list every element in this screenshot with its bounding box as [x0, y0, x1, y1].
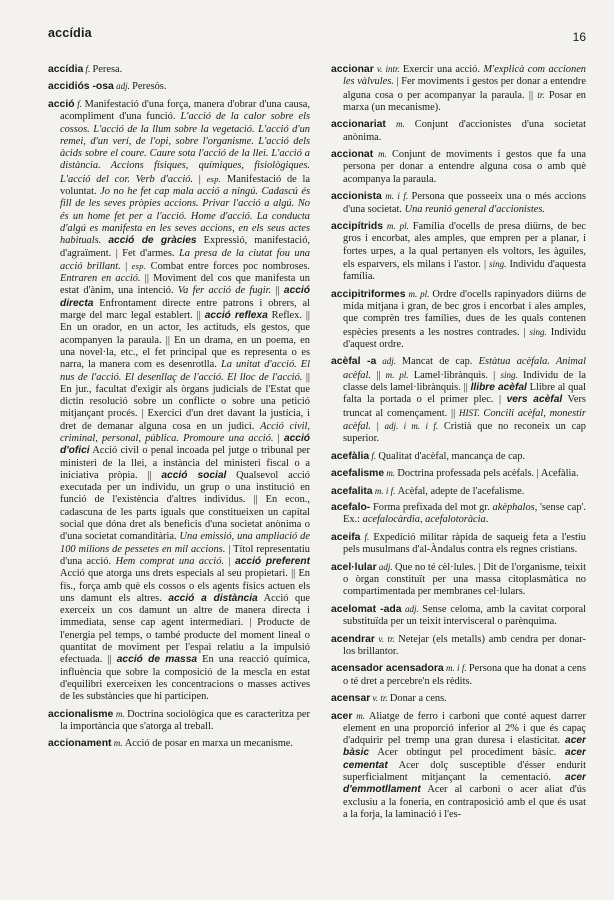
example-text: Estàtua acèfala. Animal acèfal.	[343, 356, 586, 381]
grammar-label: m. pl.	[382, 221, 413, 232]
definition-text: Conjunt de moviments i gestos que fa una persona per donar a entendre alguna cosa o amb què acompanya la paraula.	[343, 149, 586, 185]
headword: acel·lular	[331, 561, 377, 573]
grammar-label: m. pl.	[385, 369, 409, 380]
grammar-label: v. tr.	[370, 693, 390, 704]
dictionary-entry-acefalita	[331, 485, 586, 498]
grammar-label: sing.	[489, 258, 507, 269]
running-head-word: accídia	[48, 26, 92, 40]
definition-text: Cristià que no reconeix un cap superior.	[343, 420, 586, 445]
dictionary-entry-accionament	[48, 737, 310, 750]
definition-text: Forma prefixada del mot gr.	[370, 502, 493, 514]
definition-text: , 'sense cap'. Ex.:	[343, 502, 586, 526]
subentry-term: acció a distància	[168, 592, 258, 604]
grammar-label: tr.	[537, 89, 545, 100]
subentry-term: acció preferent	[235, 555, 310, 567]
definition-text: Vers truncat al començament. ||	[343, 394, 586, 419]
definition-text: Lamel·librànquis. |	[408, 369, 501, 381]
definition-text: Combat entre forces poc nombroses.	[146, 260, 310, 272]
definition-text: Conjunt d'accionistes d'una societat anònima.	[343, 119, 586, 143]
dictionary-entry-acer	[331, 710, 586, 822]
definition-text: Família d'ocells de presa diürns, de bec gros i encorbat, ales amples, que empren per a planar, i fortes urpes, a la qual pertanyen els voltors, les àguiles, els esparvers, els milans i l'astor. |	[343, 221, 586, 270]
headword: acefalo-	[331, 502, 371, 514]
dictionary-entry-aceifa	[331, 531, 586, 557]
definition-text: || Moviment del cos que manifesta un estat d'ànim, una intenció.	[60, 273, 310, 297]
grammar-label: adj.	[376, 561, 395, 572]
grammar-label: sing.	[529, 326, 547, 337]
definition-text: Aliatge de ferro i carboni que conté aquest darrer element en una proporció inferior al 2% i que és capaç d'adquirir pel tremp una gran duresa i elasticitat.	[343, 710, 586, 747]
definition-text: ||	[371, 369, 386, 381]
definition-text: | Fer moviments i gestos per donar a entendre alguna cosa o per acompanyar la paraula. ||	[343, 76, 586, 101]
headword: aceifa	[331, 531, 361, 543]
dictionary-entry-accionat	[331, 148, 586, 186]
subentry-term: llibre acèfal	[470, 381, 527, 393]
grammar-label: f.	[360, 531, 374, 542]
definition-text: || En jur., facultat d'exigir als òrgans judicials de l'Estat que dictin resolució sobre un conflicte o sobre una petició mitjançant procés. | Exercici d'un dret davant la justícia, i dret de demanar alguna cosa en un judici.	[60, 371, 310, 432]
definition-text: |	[120, 260, 132, 272]
grammar-label: adj. i m. i f.	[384, 420, 439, 431]
definition-text: Posar en marxa (un mecanisme).	[343, 89, 586, 113]
dictionary-entry-accionalisme	[48, 708, 310, 734]
example-text: acefalocàrdia, acefalotoràcia	[362, 514, 486, 526]
definition-text: |	[371, 420, 385, 432]
definition-text: Acció que exerceix un cos damunt un altre de manera directa i immediata, sense cap agent intermediari. | Producte de l'energia pel temps, o també producte del moment lineal o quantitat de moviment per l'espai relatiu a la impulsió efectuada. ||	[60, 592, 310, 666]
definition-text: ||	[271, 285, 284, 297]
dictionary-entry-acelomat	[331, 603, 586, 629]
grammar-label: f.	[83, 64, 93, 74]
dictionary-entry-accipitriformes	[331, 288, 586, 351]
headword: accionista	[331, 191, 382, 203]
grammar-label: f.	[74, 98, 85, 109]
definition-text: |	[273, 432, 284, 444]
example-text: Entraren en acció.	[60, 273, 141, 285]
dictionary-entry-acefal	[331, 355, 586, 445]
dictionary-entry-accidios	[48, 80, 310, 93]
grammar-label: HIST.	[459, 407, 480, 418]
dictionary-entry-acel-lular	[331, 561, 586, 599]
definition-text: Expressió, manifestació, d'agraïment. | Fet d'armes.	[60, 235, 310, 259]
headword: acèfal -a	[331, 356, 377, 368]
example-text: L'acció de la calor sobre els cossos. L'acció de la llum sobre la vegetació. L'acció d'un remei, d'un verí, de l'opi, sobre l'organisme. L'acció dels àcids sobre el coure. Caure sota l'acció de la llei. L'acció a distància. Accions físiques, químiques, fisiològiques. L'acció del cor. Verb d'acció.	[60, 111, 310, 185]
definition-text: Manifestació d'una força, manera d'obrar d'una causa, acompliment d'una funció.	[60, 98, 310, 123]
example-text: M'explicà com accionen les vàlvules.	[343, 64, 586, 88]
example-text: Hem comprat una acció.	[115, 555, 224, 567]
headword: acensador acensadora	[331, 663, 444, 675]
subentry-term: acció reflexa	[204, 310, 268, 322]
dictionary-entry-acensar	[331, 692, 586, 705]
definition-text: Sense celoma, amb la cavitat corporal substituïda per un teixit intervisceral o parènquima.	[343, 603, 586, 628]
example-text: Una emissió, una ampliació de 100 milions de pessetes en mil accions.	[60, 531, 310, 555]
grammar-label: v. intr.	[373, 64, 403, 74]
definition-text: Peresós.	[132, 81, 167, 93]
subentry-term: acer cementat	[343, 747, 586, 771]
definition-text: Donar a cens.	[389, 693, 447, 705]
definition-text: |	[224, 555, 236, 567]
definition-text: .	[485, 514, 489, 526]
definition-text: Llibre al qual falta la portada o el primer plec. |	[343, 381, 586, 406]
grammar-label: m.	[385, 119, 415, 130]
headword: acelomat -ada	[331, 603, 402, 615]
example-text: Una reunió general d'accionistes.	[404, 203, 545, 215]
example-text: Acció civil, criminal, personal, pública. Promoure una acció.	[60, 420, 310, 444]
headword: acefàlia	[331, 450, 370, 462]
grammar-label: m. pl.	[405, 288, 433, 299]
page-header	[48, 22, 586, 44]
subentry-term: acció directa	[60, 285, 310, 309]
subentry-term: acció d'ofici	[60, 432, 310, 457]
subentry-term: vers acèfal	[506, 394, 563, 406]
definition-text: Manifestació de la voluntat.	[60, 173, 310, 198]
example-text: La presa de la ciutat fou una acció brillant.	[60, 247, 310, 272]
subentry-term: acció de massa	[116, 654, 198, 666]
left-column	[48, 63, 310, 886]
definition-text: Acèfal, adepte de l'acefalisme.	[397, 485, 525, 497]
dictionary-entry-acendrar	[331, 633, 586, 659]
definition-text: |	[193, 173, 207, 185]
page-number: 16	[572, 30, 586, 44]
headword: accidiós -osa	[48, 81, 114, 93]
definition-text: Doctrina professada pels acèfals. | Acefàlia.	[397, 468, 579, 480]
definition-text: Netejar (els metalls) amb cendra per donar-los brillantor.	[343, 633, 586, 657]
definition-text: Acció que atorga uns drets especials al seu propietari. || En fís., força amb què els cossos o els agents físics actuen els uns damunt els altres.	[60, 568, 310, 604]
headword: acefalisme	[331, 468, 385, 480]
definition-text: Acer al carboni o acer aliat d'ús exclusiu a la foneria, en contraposició amb el que és usat a la forja, la laminació i l'es-	[343, 784, 586, 820]
example-text: Va fer acció de fugir.	[177, 285, 272, 297]
definition-text: Que no té cèl·lules. | Dit de l'organisme, teixit o òrgan constituït per una massa citoplasmàtica no compartimentada per membranes cel·lulars.	[343, 561, 586, 598]
dictionary-entry-acefalia	[331, 450, 586, 463]
headword: acer	[331, 710, 353, 722]
definition-text: Ordre d'ocells rapinyadors diürns de mida mitjana i gran, de bec gros i encorbat i ales amples, que comprèn tres famílies, dues de les quals contenen espècies presents a les nostres contrades. |	[343, 288, 586, 338]
example-text: Jo no he fet cap mala acció a ningú. Cadascú és fill de les seves pròpies accions. Privar l'acció a algú. No és un home fet per a l'acció. Home d'acció. La conducta d'algú es manifesta en les seves accions, en els seus actes habituals.	[60, 186, 310, 247]
definition-text: Persona que ha donat a cens o té dret a percebre'n els rèdits.	[343, 663, 586, 687]
grammar-label: m.	[111, 738, 125, 749]
grammar-label: m.	[352, 710, 369, 721]
grammar-label: m.	[373, 149, 392, 160]
grammar-label: sing.	[500, 369, 518, 380]
usage-mark: esp.	[131, 260, 147, 271]
usage-mark: esp.	[206, 173, 222, 184]
headword: acendrar	[331, 633, 375, 645]
definition-text: Acció de posar en marxa un mecanisme.	[124, 738, 293, 750]
headword: accionament	[48, 738, 112, 750]
dictionary-entry-acefalisme	[331, 467, 586, 480]
definition-text: Mancat de cap.	[401, 356, 479, 368]
headword: acció	[48, 98, 75, 110]
dictionary-entry-accionariat	[331, 118, 586, 144]
headword: acensar	[331, 693, 371, 705]
grammar-label: m. i f.	[443, 663, 469, 674]
headword: acefalita	[331, 485, 373, 497]
grammar-label: m. i f.	[381, 191, 412, 202]
dictionary-entry-acensador	[331, 662, 586, 688]
definition-text: Persona que posseeix una o més accions d'una societat.	[343, 191, 586, 215]
grammar-label: adj.	[376, 356, 402, 367]
example-text: akèphalos	[492, 502, 535, 514]
definition-text: En una reacció química, influència que sobre la composició de la mescla en estat d'equilibri exerceixen les concentracions o masses actives de les substàncies que hi participen.	[60, 654, 310, 703]
dictionary-entry-accipitrids	[331, 220, 586, 283]
headword: accipitriformes	[331, 288, 406, 300]
definition-text: Peresa.	[92, 64, 123, 75]
right-column	[331, 63, 586, 886]
definition-text: Qualitat d'acèfal, mancança de cap.	[378, 450, 526, 462]
definition-text: Acer dolç susceptible d'ésser endurit superficialment mitjançant la cementació.	[343, 759, 586, 784]
definition-text: Acció civil o penal incoada pel jutge o tribunal per ministeri de la llei, a instància del ministeri fiscal o a iniciativa pròpia. ||	[60, 445, 310, 481]
definition-text: Individu d'aquesta família.	[343, 258, 586, 283]
dictionary-entry-accidia	[48, 63, 310, 76]
headword: accídia	[48, 64, 84, 75]
grammar-label: f.	[369, 450, 379, 461]
definition-text: Doctrina sociològica que es caracteritza per la importància que s'atorga al treball.	[60, 708, 310, 732]
definition-text: Individu d'aquest ordre.	[343, 326, 586, 350]
headword: accionar	[331, 64, 374, 75]
headword: accionalisme	[48, 708, 114, 720]
subentry-term: acer d'emmotllament	[343, 772, 586, 796]
headword: accionat	[331, 149, 374, 161]
definition-text: Individu de la classe dels lamel·librànquis. ||	[343, 369, 586, 393]
grammar-label: adj.	[113, 81, 133, 92]
grammar-label: m.	[384, 468, 398, 479]
dictionary-entry-accionar	[331, 63, 586, 114]
definition-text: Enfrontament directe entre patrons i obrers, al marge del marc legal establert. ||	[60, 297, 310, 322]
subentry-term: acer bàsic	[343, 735, 586, 759]
definition-text: Reflex. || En un orador, en un actor, les actituds, els gestos, que acompanyen la paraula. || En un drama, en un poema, en una novel·la, etc., el fet principal que es representa o es narra, la manera com es desenrotlla.	[60, 310, 310, 371]
example-text: La unitat d'acció. El nus de l'acció. El desenllaç de l'acció. El lloc de l'acció.	[60, 359, 310, 383]
definition-text: | Títol representatiu d'una acció.	[60, 543, 310, 567]
headword: accionariat	[331, 119, 386, 131]
grammar-label: m.	[113, 708, 128, 719]
headword: accipítrids	[331, 221, 383, 233]
dictionary-entry-acefalo	[331, 502, 586, 527]
subentry-term: acció social	[161, 469, 227, 481]
grammar-label: m. i f.	[372, 485, 398, 496]
grammar-label: v. tr.	[374, 633, 399, 644]
example-text: Concili acèfal, monestir acèfal.	[343, 407, 586, 432]
definition-text: Exercir una acció.	[402, 64, 484, 75]
dictionary-entry-accionista	[331, 190, 586, 216]
dictionary-entry-accio	[48, 98, 310, 704]
definition-text: Qualsevol acció executada per un individu, un grup o una institució en funció de l'existència d'altres individus. || En econ., cadascuna de les parts iguals que constitueixen un capital social que dóna dret als beneficis d'una societat anònima o d'una societat comanditària.	[60, 469, 310, 543]
definition-text: Expedició militar ràpida de saqueig feta a l'estiu pels musulmans d'al-Àndalus contra els regnes cristians.	[343, 531, 586, 556]
definition-text: Acer obtingut pel procediment bàsic.	[369, 747, 566, 759]
grammar-label: adj.	[401, 603, 423, 614]
subentry-term: acció de gràcies	[108, 235, 197, 247]
